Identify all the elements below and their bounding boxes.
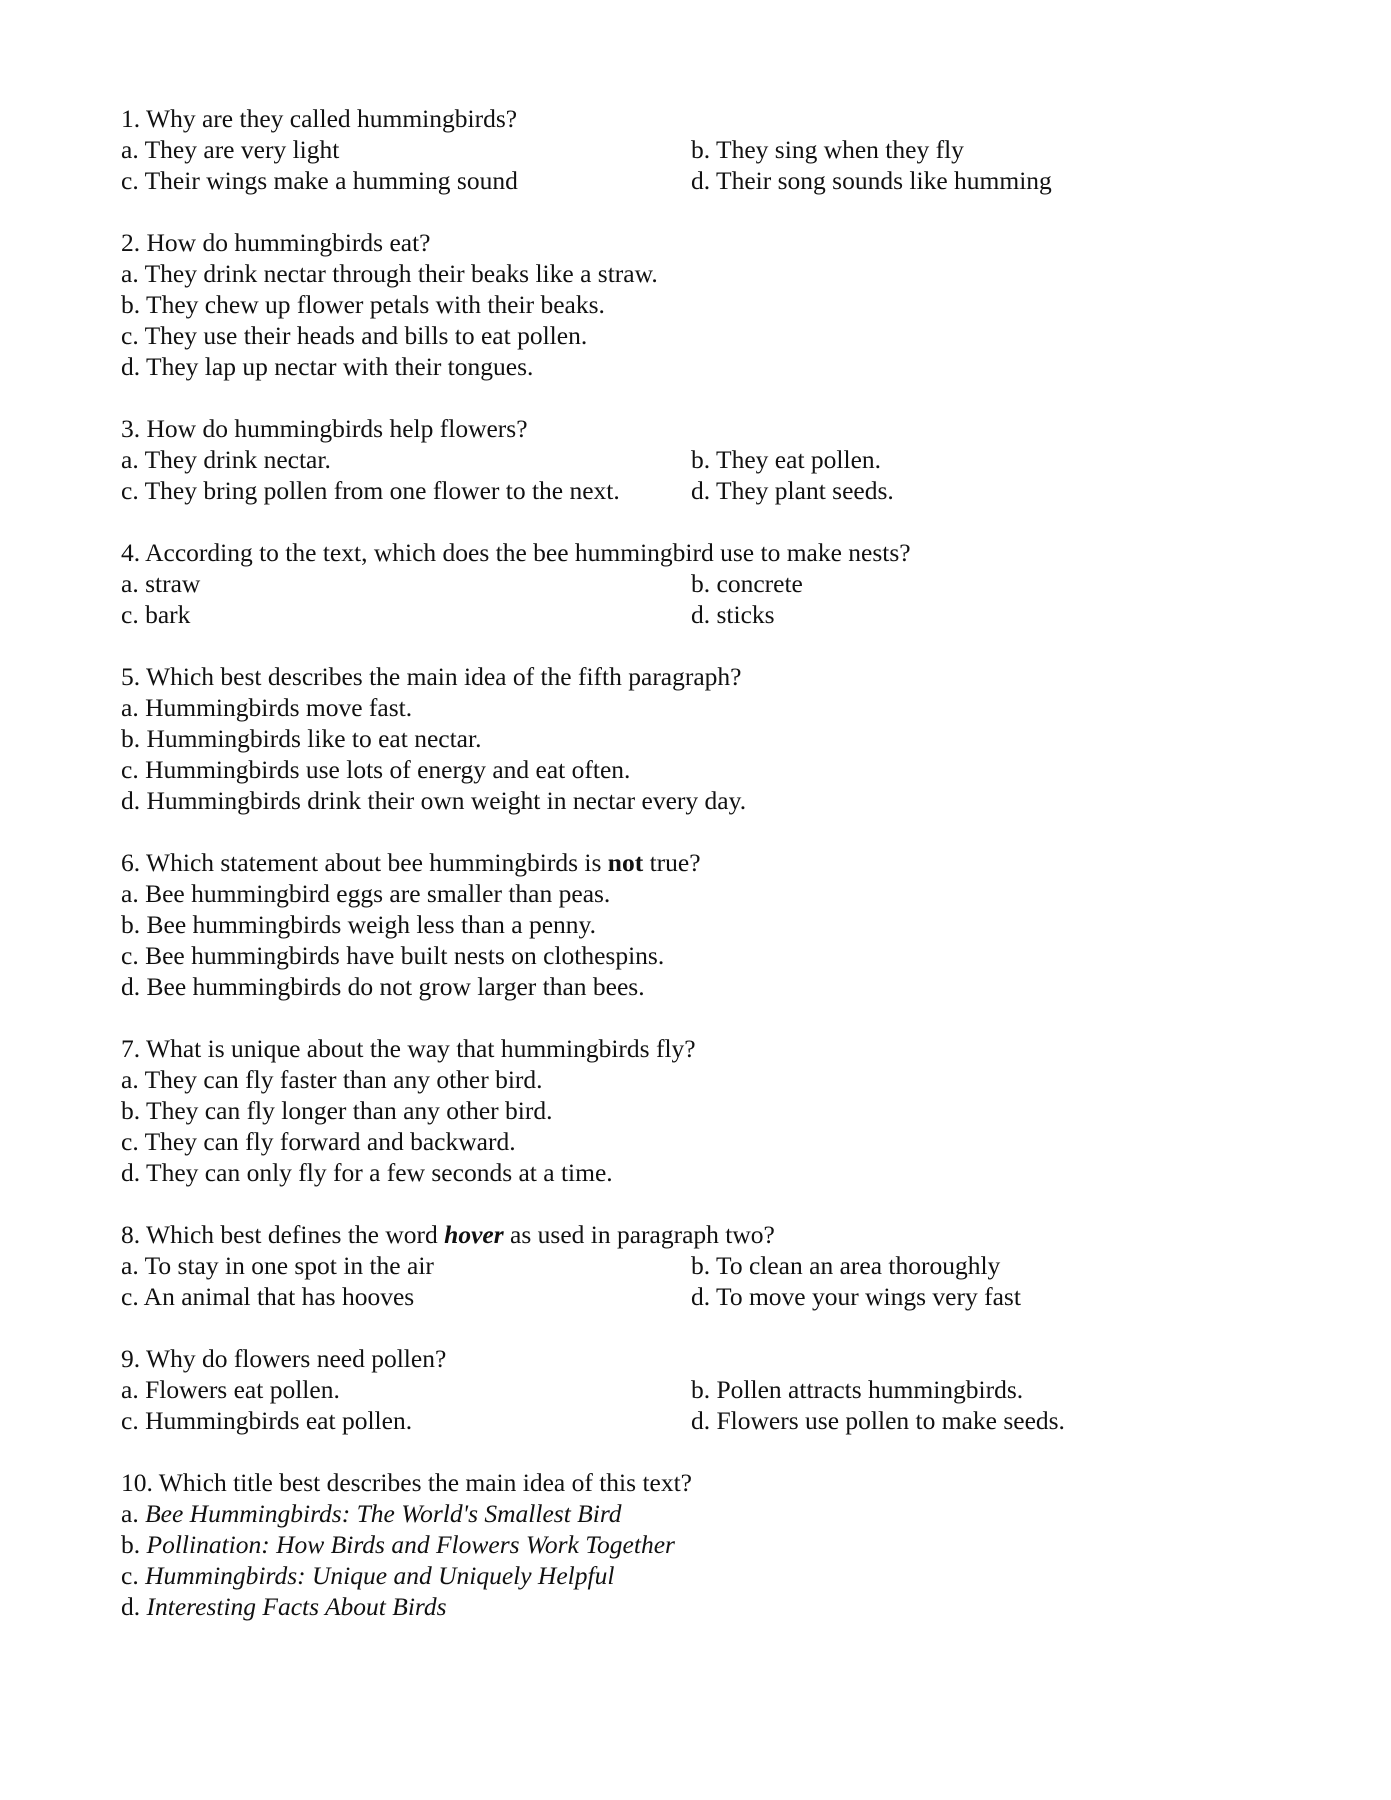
question-3-stem: 3. How do hummingbirds help flowers? bbox=[121, 414, 528, 443]
question-8-stem-end: as used in paragraph two? bbox=[503, 1220, 775, 1249]
question-9-row-ab bbox=[121, 1374, 1391, 1405]
question-7 bbox=[121, 1033, 1391, 1188]
question-10-letter-b: b. bbox=[121, 1530, 147, 1559]
question-9-option-c: c. Hummingbirds eat pollen. bbox=[121, 1406, 413, 1435]
question-1-option-b: b. They sing when they fly bbox=[691, 135, 964, 164]
question-2 bbox=[121, 227, 1391, 382]
question-3 bbox=[121, 413, 1391, 506]
question-10-title-c: Hummingbirds: Unique and Uniquely Helpful bbox=[145, 1561, 615, 1590]
question-2-option-c: c. They use their heads and bills to eat pollen. bbox=[121, 321, 588, 350]
question-6-option-a: a. Bee hummingbird eggs are smaller than peas. bbox=[121, 879, 611, 908]
question-4-option-d: d. sticks bbox=[691, 600, 775, 629]
question-4-option-c: c. bark bbox=[121, 600, 191, 629]
question-10-option-d bbox=[121, 1591, 1391, 1622]
question-2-option-b: b. They chew up flower petals with their beaks. bbox=[121, 290, 605, 319]
question-1-stem: 1. Why are they called hummingbirds? bbox=[121, 104, 518, 133]
question-7-stem: 7. What is unique about the way that hummingbirds fly? bbox=[121, 1034, 696, 1063]
question-1-row-cd bbox=[121, 165, 1391, 196]
question-8-row-ab bbox=[121, 1250, 1391, 1281]
question-1-row-ab bbox=[121, 134, 1391, 165]
question-4-row-ab bbox=[121, 568, 1391, 599]
question-7-option-c: c. They can fly forward and backward. bbox=[121, 1127, 516, 1156]
question-10 bbox=[121, 1467, 1391, 1622]
question-1-option-d: d. Their song sounds like humming bbox=[691, 166, 1052, 195]
question-2-option-d: d. They lap up nectar with their tongues. bbox=[121, 352, 534, 381]
question-6-stem bbox=[121, 847, 1391, 878]
question-9-stem: 9. Why do flowers need pollen? bbox=[121, 1344, 447, 1373]
question-9-row-cd bbox=[121, 1405, 1391, 1436]
question-10-option-b bbox=[121, 1529, 1391, 1560]
question-6 bbox=[121, 847, 1391, 1002]
question-3-row-ab bbox=[121, 444, 1391, 475]
question-2-stem: 2. How do hummingbirds eat? bbox=[121, 228, 431, 257]
question-4-row-cd bbox=[121, 599, 1391, 630]
question-6-stem-emphasis: not bbox=[607, 848, 644, 877]
question-8-option-d: d. To move your wings very fast bbox=[691, 1282, 1021, 1311]
question-1-option-a: a. They are very light bbox=[121, 135, 340, 164]
question-3-option-a: a. They drink nectar. bbox=[121, 445, 331, 474]
question-8-option-a: a. To stay in one spot in the air bbox=[121, 1251, 434, 1280]
question-3-option-b: b. They eat pollen. bbox=[691, 445, 882, 474]
question-5-option-c: c. Hummingbirds use lots of energy and eat often. bbox=[121, 755, 631, 784]
question-6-stem-end: true? bbox=[643, 848, 701, 877]
question-8-row-cd bbox=[121, 1281, 1391, 1312]
question-8-option-b: b. To clean an area thoroughly bbox=[691, 1251, 1001, 1280]
question-4-option-a: a. straw bbox=[121, 569, 201, 598]
question-6-option-d: d. Bee hummingbirds do not grow larger than bees. bbox=[121, 972, 645, 1001]
question-8-option-c: c. An animal that has hooves bbox=[121, 1282, 415, 1311]
question-6-option-c: c. Bee hummingbirds have built nests on clothespins. bbox=[121, 941, 665, 970]
question-10-letter-d: d. bbox=[121, 1592, 147, 1621]
question-8-stem-start: 8. Which best defines the word bbox=[121, 1220, 445, 1249]
question-5 bbox=[121, 661, 1391, 816]
question-10-stem: 10. Which title best describes the main idea of this text? bbox=[121, 1468, 692, 1497]
question-3-row-cd bbox=[121, 475, 1391, 506]
question-3-option-c: c. They bring pollen from one flower to the next. bbox=[121, 476, 620, 505]
question-10-title-a: Bee Hummingbirds: The World's Smallest Bird bbox=[145, 1499, 622, 1528]
question-10-title-b: Pollination: How Birds and Flowers Work Together bbox=[146, 1530, 675, 1559]
question-4 bbox=[121, 537, 1391, 630]
question-4-stem: 4. According to the text, which does the bee hummingbird use to make nests? bbox=[121, 538, 911, 567]
question-2-option-a: a. They drink nectar through their beaks like a straw. bbox=[121, 259, 658, 288]
question-7-option-b: b. They can fly longer than any other bird. bbox=[121, 1096, 553, 1125]
question-8 bbox=[121, 1219, 1391, 1312]
question-5-option-a: a. Hummingbirds move fast. bbox=[121, 693, 413, 722]
question-4-option-b: b. concrete bbox=[691, 569, 803, 598]
question-6-stem-start: 6. Which statement about bee hummingbirds is bbox=[121, 848, 608, 877]
question-3-option-d: d. They plant seeds. bbox=[691, 476, 894, 505]
question-10-letter-c: c. bbox=[121, 1561, 146, 1590]
question-10-title-d: Interesting Facts About Birds bbox=[146, 1592, 447, 1621]
question-7-option-d: d. They can only fly for a few seconds at a time. bbox=[121, 1158, 613, 1187]
question-7-option-a: a. They can fly faster than any other bird. bbox=[121, 1065, 543, 1094]
question-5-stem: 5. Which best describes the main idea of the fifth paragraph? bbox=[121, 662, 742, 691]
question-1 bbox=[121, 103, 1391, 196]
question-9-option-b: b. Pollen attracts hummingbirds. bbox=[691, 1375, 1024, 1404]
question-9-option-a: a. Flowers eat pollen. bbox=[121, 1375, 340, 1404]
question-10-option-c bbox=[121, 1560, 1391, 1591]
question-9-option-d: d. Flowers use pollen to make seeds. bbox=[691, 1406, 1065, 1435]
question-10-letter-a: a. bbox=[121, 1499, 146, 1528]
question-10-option-a bbox=[121, 1498, 1391, 1529]
question-1-option-c: c. Their wings make a humming sound bbox=[121, 166, 518, 195]
question-8-stem bbox=[121, 1219, 1391, 1250]
question-9 bbox=[121, 1343, 1391, 1436]
question-5-option-b: b. Hummingbirds like to eat nectar. bbox=[121, 724, 482, 753]
question-8-stem-word: hover bbox=[444, 1220, 504, 1249]
question-6-option-b: b. Bee hummingbirds weigh less than a penny. bbox=[121, 910, 596, 939]
question-5-option-d: d. Hummingbirds drink their own weight in nectar every day. bbox=[121, 786, 747, 815]
